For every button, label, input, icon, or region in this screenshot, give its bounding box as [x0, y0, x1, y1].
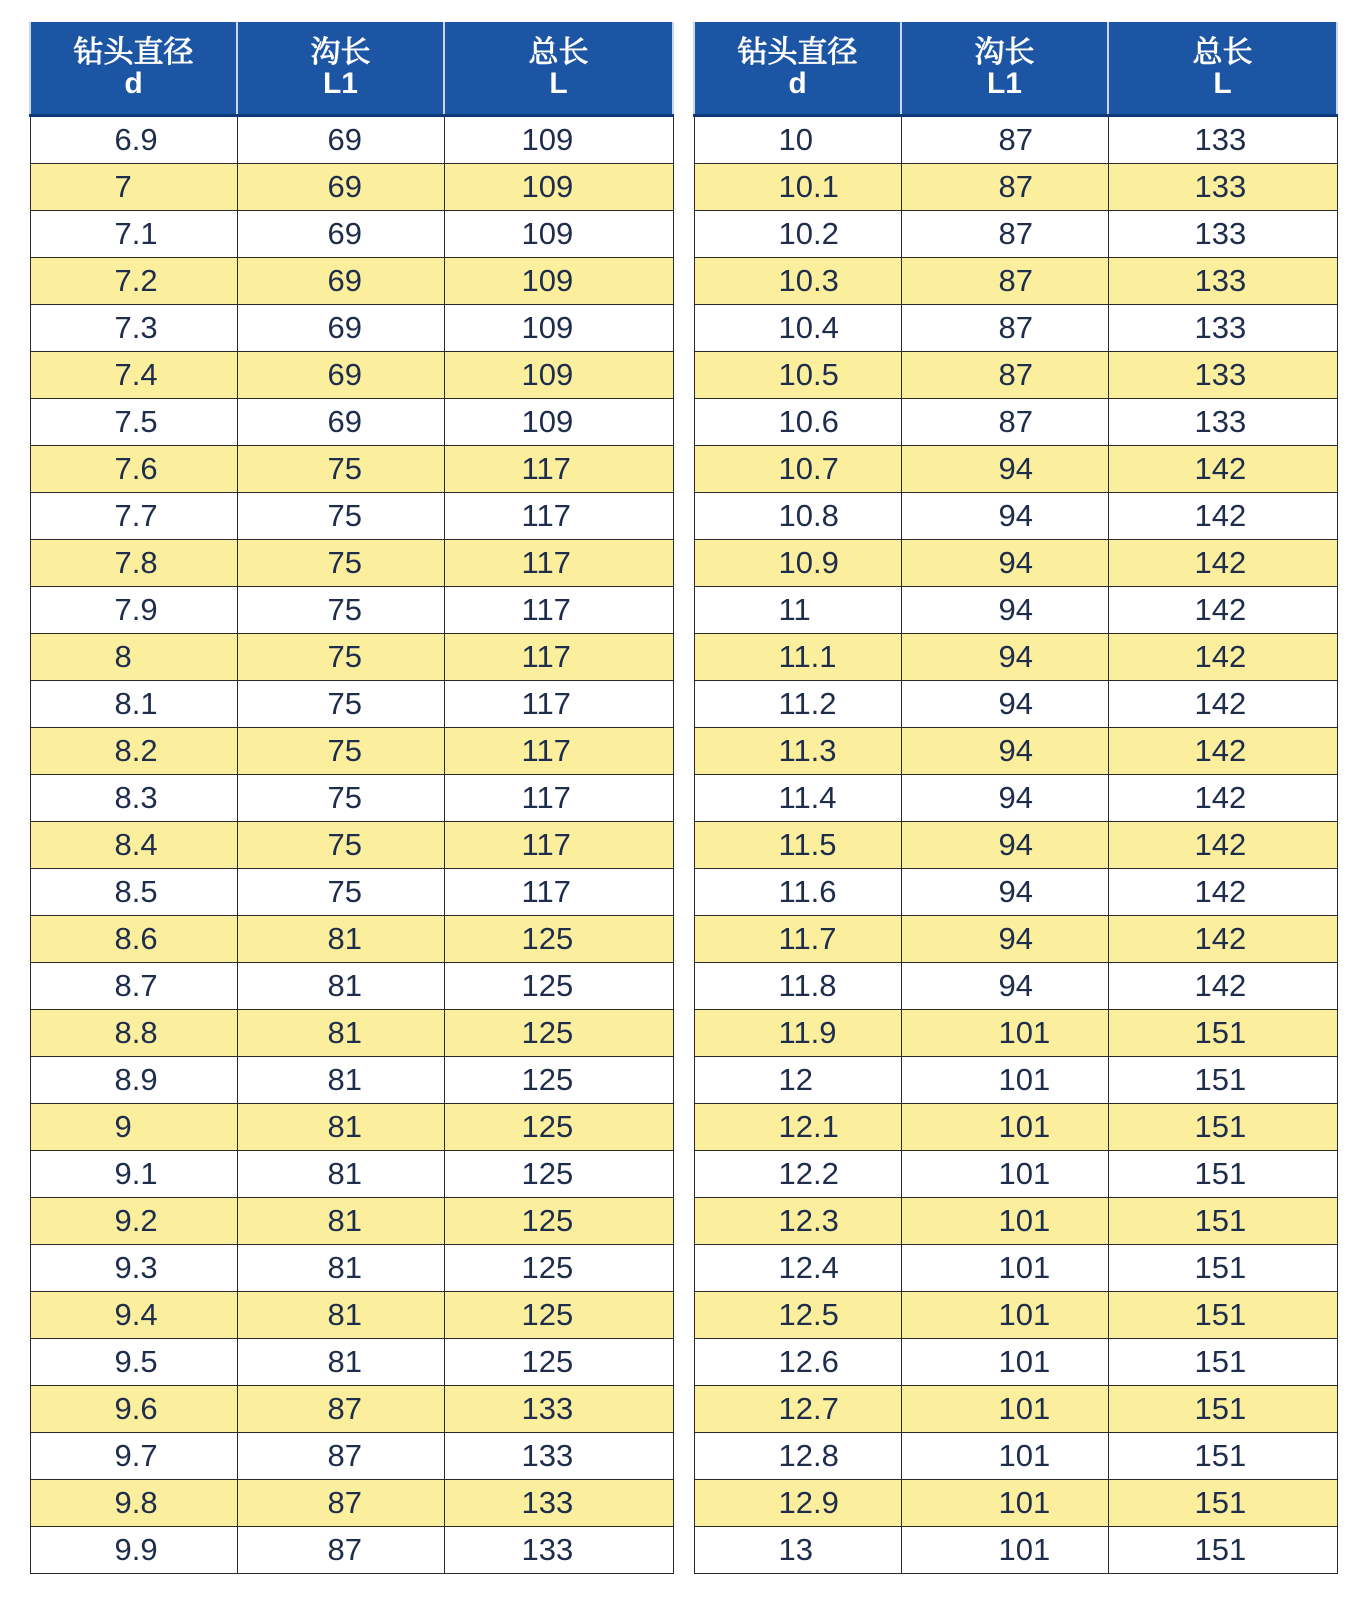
cell-overall-length: 117 [444, 493, 673, 540]
cell-overall-length: 151 [1108, 1010, 1337, 1057]
table-row [694, 1339, 1337, 1386]
cell-flute-length: 75 [237, 822, 444, 869]
cell-overall-length: 117 [444, 728, 673, 775]
table-row [30, 1433, 673, 1480]
cell-flute-length: 81 [237, 1245, 444, 1292]
cell-overall-length: 133 [1108, 305, 1337, 352]
table-row [30, 116, 673, 164]
header-drill-diameter-name: 钻头直径 [737, 36, 858, 69]
cell-drill-diameter: 11.8 [694, 963, 901, 1010]
cell-flute-length: 81 [237, 1339, 444, 1386]
cell-overall-length: 133 [1108, 164, 1337, 211]
cell-flute-length: 101 [901, 1198, 1108, 1245]
cell-overall-length: 142 [1108, 540, 1337, 587]
cell-flute-length: 94 [901, 822, 1108, 869]
cell-drill-diameter: 10.9 [694, 540, 901, 587]
table-row [30, 916, 673, 963]
cell-flute-length: 87 [901, 258, 1108, 305]
cell-overall-length: 125 [444, 963, 673, 1010]
cell-overall-length: 151 [1108, 1386, 1337, 1433]
table-row [694, 116, 1337, 164]
cell-drill-diameter: 7.5 [30, 399, 237, 446]
table-body [694, 116, 1337, 1574]
cell-flute-length: 101 [901, 1386, 1108, 1433]
cell-drill-diameter: 12.3 [694, 1198, 901, 1245]
cell-overall-length: 133 [444, 1527, 673, 1574]
table-row [694, 1104, 1337, 1151]
table-row [694, 493, 1337, 540]
cell-drill-diameter: 7 [30, 164, 237, 211]
cell-flute-length: 87 [901, 211, 1108, 258]
cell-drill-diameter: 9.1 [30, 1151, 237, 1198]
cell-drill-diameter: 7.4 [30, 352, 237, 399]
table-row [30, 1386, 673, 1433]
cell-flute-length: 81 [237, 1292, 444, 1339]
cell-flute-length: 101 [901, 1292, 1108, 1339]
cell-flute-length: 75 [237, 634, 444, 681]
cell-flute-length: 69 [237, 399, 444, 446]
cell-overall-length: 125 [444, 1245, 673, 1292]
table-row [30, 446, 673, 493]
cell-overall-length: 133 [1108, 352, 1337, 399]
cell-drill-diameter: 11.4 [694, 775, 901, 822]
table-row [30, 1104, 673, 1151]
cell-drill-diameter: 10.5 [694, 352, 901, 399]
header-overall-length-name: 总长 [1192, 36, 1253, 69]
cell-overall-length: 133 [444, 1480, 673, 1527]
table-row [694, 352, 1337, 399]
table-row [30, 775, 673, 822]
table-row [30, 1057, 673, 1104]
cell-drill-diameter: 8.2 [30, 728, 237, 775]
cell-flute-length: 87 [237, 1386, 444, 1433]
cell-flute-length: 81 [237, 916, 444, 963]
header-overall-length-symbol: L [1213, 67, 1232, 100]
cell-drill-diameter: 10.3 [694, 258, 901, 305]
table-row [694, 634, 1337, 681]
table-row [694, 1386, 1337, 1433]
cell-flute-length: 101 [901, 1433, 1108, 1480]
cell-drill-diameter: 9.8 [30, 1480, 237, 1527]
cell-overall-length: 151 [1108, 1292, 1337, 1339]
cell-overall-length: 133 [1108, 211, 1337, 258]
cell-drill-diameter: 8.9 [30, 1057, 237, 1104]
cell-overall-length: 142 [1108, 916, 1337, 963]
cell-drill-diameter: 11 [694, 587, 901, 634]
cell-drill-diameter: 8.4 [30, 822, 237, 869]
table-row [694, 681, 1337, 728]
cell-flute-length: 94 [901, 728, 1108, 775]
cell-overall-length: 151 [1108, 1433, 1337, 1480]
table-row [30, 258, 673, 305]
cell-flute-length: 69 [237, 352, 444, 399]
table-row [30, 540, 673, 587]
cell-overall-length: 151 [1108, 1527, 1337, 1574]
table-row [694, 164, 1337, 211]
cell-flute-length: 69 [237, 258, 444, 305]
cell-flute-length: 94 [901, 587, 1108, 634]
cell-overall-length: 142 [1108, 822, 1337, 869]
cell-overall-length: 151 [1108, 1480, 1337, 1527]
cell-drill-diameter: 11.7 [694, 916, 901, 963]
table-row [694, 822, 1337, 869]
cell-drill-diameter: 6.9 [30, 116, 237, 164]
header-drill-diameter [30, 22, 237, 116]
cell-flute-length: 94 [901, 916, 1108, 963]
cell-drill-diameter: 7.2 [30, 258, 237, 305]
cell-drill-diameter: 10.4 [694, 305, 901, 352]
cell-flute-length: 87 [237, 1433, 444, 1480]
table-row [30, 634, 673, 681]
table-row [30, 1151, 673, 1198]
header-flute-length [237, 22, 444, 116]
table-row [694, 399, 1337, 446]
cell-overall-length: 125 [444, 1104, 673, 1151]
cell-drill-diameter: 10.8 [694, 493, 901, 540]
cell-drill-diameter: 10.1 [694, 164, 901, 211]
cell-overall-length: 109 [444, 258, 673, 305]
table-row [30, 1245, 673, 1292]
cell-flute-length: 81 [237, 963, 444, 1010]
header-flute-length [901, 22, 1108, 116]
cell-flute-length: 75 [237, 540, 444, 587]
table-row [30, 305, 673, 352]
cell-drill-diameter: 12.7 [694, 1386, 901, 1433]
cell-overall-length: 109 [444, 116, 673, 164]
table-row [30, 1010, 673, 1057]
cell-drill-diameter: 10.7 [694, 446, 901, 493]
table-row [30, 681, 673, 728]
cell-overall-length: 133 [1108, 399, 1337, 446]
cell-overall-length: 133 [1108, 258, 1337, 305]
cell-drill-diameter: 9.2 [30, 1198, 237, 1245]
cell-flute-length: 87 [901, 116, 1108, 164]
table-row [694, 587, 1337, 634]
header-flute-length-symbol: L1 [322, 67, 358, 100]
cell-drill-diameter: 12.8 [694, 1433, 901, 1480]
cell-flute-length: 81 [237, 1198, 444, 1245]
table-row [694, 869, 1337, 916]
cell-overall-length: 109 [444, 164, 673, 211]
cell-flute-length: 94 [901, 963, 1108, 1010]
cell-drill-diameter: 9.5 [30, 1339, 237, 1386]
cell-overall-length: 142 [1108, 775, 1337, 822]
table-row [30, 352, 673, 399]
cell-drill-diameter: 12.5 [694, 1292, 901, 1339]
header-flute-length-name: 沟长 [310, 36, 371, 69]
cell-drill-diameter: 11.3 [694, 728, 901, 775]
cell-drill-diameter: 10.6 [694, 399, 901, 446]
cell-overall-length: 133 [1108, 116, 1337, 164]
cell-drill-diameter: 9.3 [30, 1245, 237, 1292]
table-row [694, 916, 1337, 963]
cell-flute-length: 87 [901, 352, 1108, 399]
table-row [30, 869, 673, 916]
table-row [30, 211, 673, 258]
cell-overall-length: 151 [1108, 1245, 1337, 1292]
cell-drill-diameter: 7.3 [30, 305, 237, 352]
cell-overall-length: 142 [1108, 587, 1337, 634]
cell-overall-length: 142 [1108, 446, 1337, 493]
table-row [30, 963, 673, 1010]
cell-drill-diameter: 12 [694, 1057, 901, 1104]
cell-flute-length: 75 [237, 446, 444, 493]
cell-flute-length: 81 [237, 1104, 444, 1151]
table-row [694, 1151, 1337, 1198]
cell-overall-length: 142 [1108, 963, 1337, 1010]
cell-flute-length: 94 [901, 493, 1108, 540]
cell-flute-length: 94 [901, 869, 1108, 916]
cell-drill-diameter: 9.9 [30, 1527, 237, 1574]
cell-flute-length: 101 [901, 1245, 1108, 1292]
table-row [694, 1433, 1337, 1480]
table-row [694, 258, 1337, 305]
table-header-row [694, 22, 1337, 116]
header-flute-length-symbol: L1 [986, 67, 1022, 100]
cell-overall-length: 133 [444, 1386, 673, 1433]
cell-overall-length: 125 [444, 916, 673, 963]
cell-flute-length: 87 [901, 399, 1108, 446]
cell-drill-diameter: 12.4 [694, 1245, 901, 1292]
table-row [694, 1198, 1337, 1245]
cell-overall-length: 142 [1108, 869, 1337, 916]
header-flute-length-name: 沟长 [974, 36, 1035, 69]
cell-overall-length: 151 [1108, 1151, 1337, 1198]
table-row [30, 1292, 673, 1339]
table-row [694, 728, 1337, 775]
table-row [694, 540, 1337, 587]
cell-drill-diameter: 11.9 [694, 1010, 901, 1057]
cell-flute-length: 87 [901, 305, 1108, 352]
cell-drill-diameter: 7.9 [30, 587, 237, 634]
cell-flute-length: 87 [237, 1527, 444, 1574]
cell-flute-length: 75 [237, 869, 444, 916]
cell-flute-length: 101 [901, 1339, 1108, 1386]
table-row [694, 1010, 1337, 1057]
cell-flute-length: 94 [901, 446, 1108, 493]
cell-overall-length: 125 [444, 1010, 673, 1057]
cell-drill-diameter: 12.2 [694, 1151, 901, 1198]
cell-overall-length: 117 [444, 634, 673, 681]
table-row [30, 728, 673, 775]
cell-flute-length: 94 [901, 681, 1108, 728]
cell-overall-length: 151 [1108, 1198, 1337, 1245]
cell-flute-length: 69 [237, 116, 444, 164]
table-row [694, 963, 1337, 1010]
cell-drill-diameter: 11.1 [694, 634, 901, 681]
header-overall-length-name: 总长 [528, 36, 589, 69]
table-body [30, 116, 673, 1574]
cell-drill-diameter: 7.7 [30, 493, 237, 540]
cell-overall-length: 117 [444, 446, 673, 493]
cell-drill-diameter: 12.6 [694, 1339, 901, 1386]
cell-drill-diameter: 8.8 [30, 1010, 237, 1057]
cell-flute-length: 81 [237, 1010, 444, 1057]
header-drill-diameter-name: 钻头直径 [73, 36, 194, 69]
cell-flute-length: 101 [901, 1480, 1108, 1527]
cell-overall-length: 125 [444, 1339, 673, 1386]
cell-drill-diameter: 10.2 [694, 211, 901, 258]
cell-drill-diameter: 8.7 [30, 963, 237, 1010]
cell-flute-length: 94 [901, 540, 1108, 587]
cell-drill-diameter: 8 [30, 634, 237, 681]
cell-flute-length: 75 [237, 587, 444, 634]
cell-overall-length: 125 [444, 1292, 673, 1339]
table-row [694, 305, 1337, 352]
table-header-row [30, 22, 673, 116]
cell-drill-diameter: 12.9 [694, 1480, 901, 1527]
table-row [694, 1292, 1337, 1339]
cell-flute-length: 87 [901, 164, 1108, 211]
cell-flute-length: 81 [237, 1151, 444, 1198]
header-drill-diameter-symbol: d [788, 67, 807, 100]
table-row [694, 211, 1337, 258]
table-row [30, 493, 673, 540]
cell-drill-diameter: 7.1 [30, 211, 237, 258]
cell-flute-length: 101 [901, 1104, 1108, 1151]
table-row [694, 1480, 1337, 1527]
cell-flute-length: 75 [237, 681, 444, 728]
cell-overall-length: 117 [444, 822, 673, 869]
table-row [30, 822, 673, 869]
table-row [694, 775, 1337, 822]
cell-overall-length: 151 [1108, 1104, 1337, 1151]
header-drill-diameter [694, 22, 901, 116]
cell-overall-length: 109 [444, 399, 673, 446]
header-overall-length [1108, 22, 1337, 116]
table-row [30, 1527, 673, 1574]
cell-drill-diameter: 11.5 [694, 822, 901, 869]
cell-overall-length: 117 [444, 681, 673, 728]
cell-overall-length: 142 [1108, 728, 1337, 775]
cell-flute-length: 69 [237, 305, 444, 352]
table-row [30, 399, 673, 446]
cell-overall-length: 117 [444, 869, 673, 916]
header-overall-length-symbol: L [549, 67, 568, 100]
cell-drill-diameter: 9 [30, 1104, 237, 1151]
cell-overall-length: 142 [1108, 493, 1337, 540]
cell-flute-length: 94 [901, 634, 1108, 681]
cell-flute-length: 101 [901, 1527, 1108, 1574]
cell-drill-diameter: 8.3 [30, 775, 237, 822]
cell-flute-length: 94 [901, 775, 1108, 822]
table-row [30, 164, 673, 211]
cell-flute-length: 75 [237, 728, 444, 775]
cell-overall-length: 109 [444, 352, 673, 399]
cell-overall-length: 109 [444, 305, 673, 352]
cell-drill-diameter: 8.6 [30, 916, 237, 963]
cell-flute-length: 69 [237, 164, 444, 211]
cell-overall-length: 151 [1108, 1057, 1337, 1104]
cell-drill-diameter: 9.4 [30, 1292, 237, 1339]
cell-overall-length: 142 [1108, 681, 1337, 728]
cell-flute-length: 101 [901, 1057, 1108, 1104]
cell-drill-diameter: 9.7 [30, 1433, 237, 1480]
cell-drill-diameter: 11.6 [694, 869, 901, 916]
table-row [30, 587, 673, 634]
cell-flute-length: 101 [901, 1151, 1108, 1198]
cell-drill-diameter: 8.5 [30, 869, 237, 916]
cell-overall-length: 125 [444, 1057, 673, 1104]
cell-overall-length: 142 [1108, 634, 1337, 681]
header-overall-length [444, 22, 673, 116]
cell-flute-length: 101 [901, 1010, 1108, 1057]
table-row [694, 1057, 1337, 1104]
cell-overall-length: 125 [444, 1198, 673, 1245]
cell-overall-length: 117 [444, 540, 673, 587]
cell-flute-length: 75 [237, 493, 444, 540]
cell-overall-length: 125 [444, 1151, 673, 1198]
table-row [694, 1527, 1337, 1574]
table-row [30, 1198, 673, 1245]
cell-drill-diameter: 10 [694, 116, 901, 164]
cell-overall-length: 133 [444, 1433, 673, 1480]
cell-drill-diameter: 11.2 [694, 681, 901, 728]
table-row [30, 1339, 673, 1386]
cell-drill-diameter: 7.8 [30, 540, 237, 587]
cell-drill-diameter: 12.1 [694, 1104, 901, 1151]
cell-drill-diameter: 8.1 [30, 681, 237, 728]
drill-size-table-left [29, 22, 674, 1574]
table-row [694, 446, 1337, 493]
drill-size-table-right [693, 22, 1338, 1574]
table-row [30, 1480, 673, 1527]
cell-overall-length: 109 [444, 211, 673, 258]
cell-flute-length: 69 [237, 211, 444, 258]
cell-flute-length: 81 [237, 1057, 444, 1104]
cell-flute-length: 87 [237, 1480, 444, 1527]
table-row [694, 1245, 1337, 1292]
cell-overall-length: 117 [444, 775, 673, 822]
cell-overall-length: 151 [1108, 1339, 1337, 1386]
cell-drill-diameter: 13 [694, 1527, 901, 1574]
cell-drill-diameter: 7.6 [30, 446, 237, 493]
cell-flute-length: 75 [237, 775, 444, 822]
cell-overall-length: 117 [444, 587, 673, 634]
cell-drill-diameter: 9.6 [30, 1386, 237, 1433]
header-drill-diameter-symbol: d [124, 67, 143, 100]
